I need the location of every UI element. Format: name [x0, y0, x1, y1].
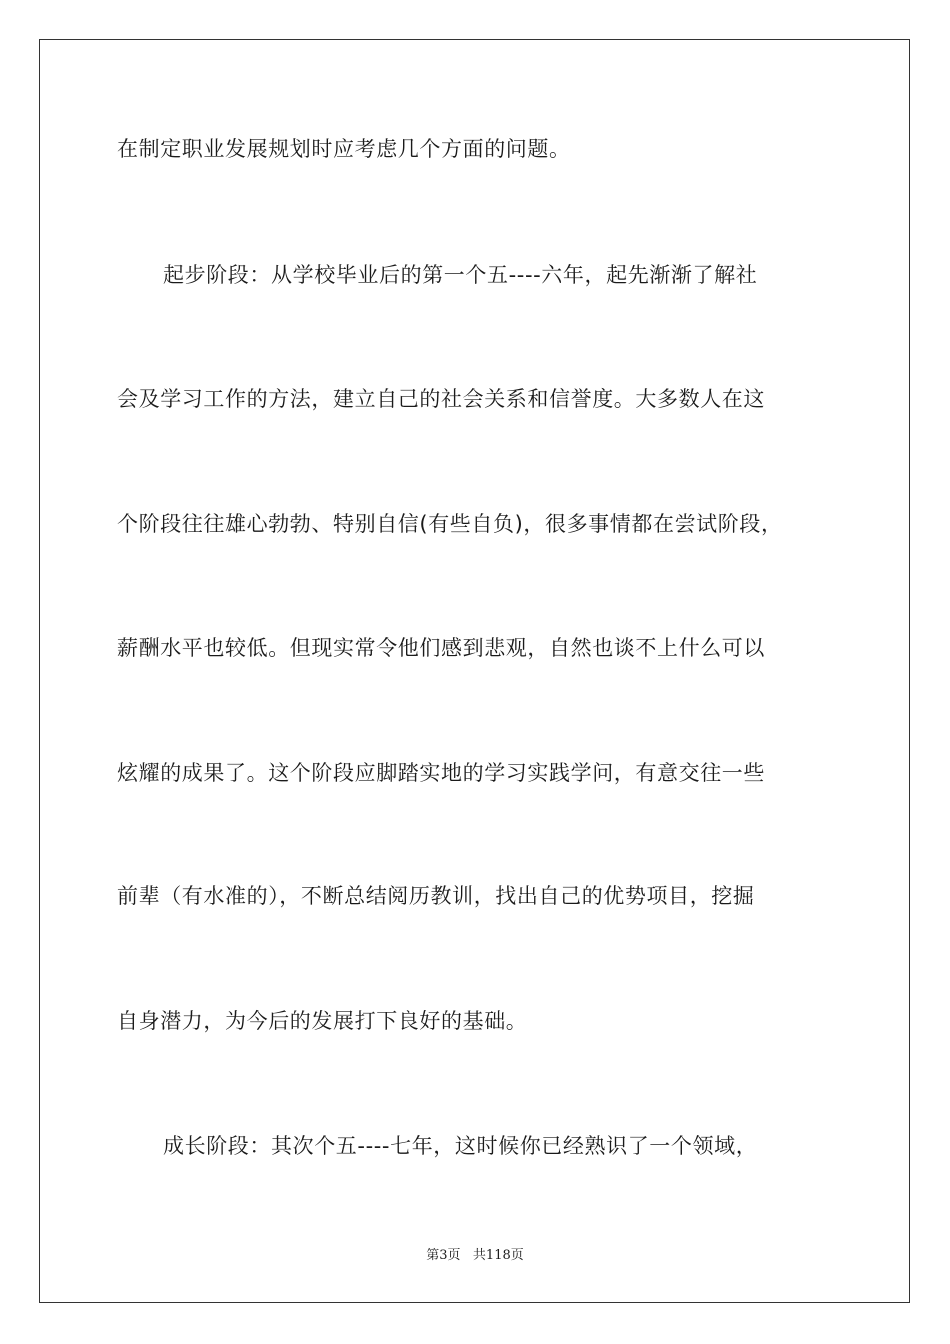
body-line-9: 成长阶段：其次个五----七年，这时候你已经熟识了一个领域，	[163, 1134, 758, 1158]
body-line-1: 在制定职业发展规划时应考虑几个方面的问题。	[117, 137, 571, 161]
body-line-4: 个阶段往往雄心勃勃、特别自信(有些自负)，很多事情都在尝试阶段，	[117, 512, 783, 536]
page-border	[39, 39, 910, 1303]
body-line-7: 前辈（有水准的），不断总结阅历教训，找出自己的优势项目，挖掘	[117, 884, 755, 908]
body-line-5: 薪酬水平也较低。但现实常令他们感到悲观，自然也谈不上什么可以	[117, 636, 765, 660]
body-line-3: 会及学习工作的方法，建立自己的社会关系和信誉度。大多数人在这	[117, 387, 765, 411]
body-line-6: 炫耀的成果了。这个阶段应脚踏实地的学习实践学问，有意交往一些	[117, 761, 765, 785]
body-line-2: 起步阶段：从学校毕业后的第一个五----六年，起先渐渐了解社	[163, 263, 758, 287]
page-number-footer: 第3页 共118页	[426, 1248, 524, 1263]
body-line-8: 自身潜力，为今后的发展打下良好的基础。	[117, 1009, 528, 1033]
